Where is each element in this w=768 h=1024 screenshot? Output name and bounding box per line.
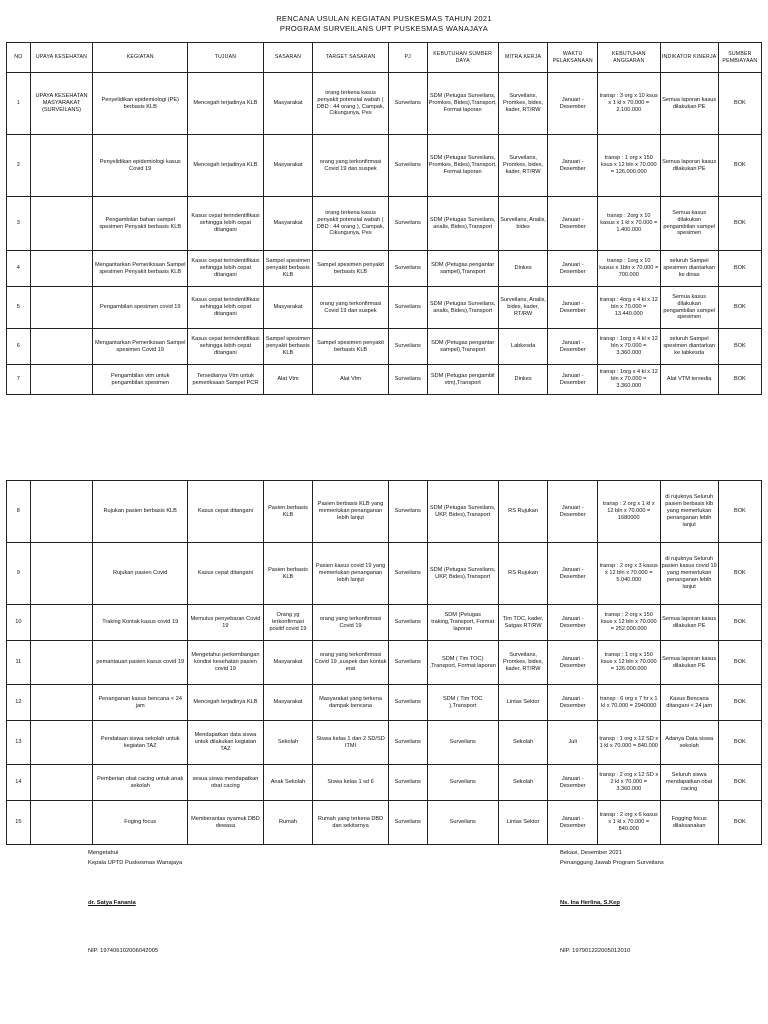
doc-title-line2: PROGRAM SURVEILANS UPT PUSKESMAS WANAJAYA: [279, 24, 489, 33]
cell-kegiatan: Foging focus: [93, 801, 188, 845]
cell-target: Rumah yang terkena DBD dan sekitarnya: [313, 801, 389, 845]
cell-no: 15: [7, 801, 31, 845]
cell-target: orang terkena kasus penyakit potensial wabah ( DBD : 44 orang ), Campak, Cikungunya, Pes: [313, 197, 389, 251]
cell-indikator: Kasus Bencana ditangani < 24 jam: [660, 685, 718, 721]
cell-pj: Surveilans: [388, 721, 427, 765]
cell-tujuan: Kasus cepat terindentifikasi sehingga lebih cepat ditangani: [188, 329, 264, 365]
cell-anggaran: transp : 1 org x 12 SD x 1 kl x 70.000 = 840.000: [598, 721, 661, 765]
cell-target: Masyarakat yang terkena dampak bencana: [313, 685, 389, 721]
cell-indikator: Semua laporan kasus dilakukan PE: [660, 605, 718, 641]
cell-sumber: BOK: [718, 73, 761, 135]
cell-no: 9: [7, 543, 31, 605]
table-row: [7, 365, 762, 395]
footer-left-name: dr. Satya Fanania: [88, 900, 136, 906]
cell-anggaran: transp : 1org x 4 kl x 12 bln x 70.000 = 3.360.000: [598, 329, 661, 365]
footer-left-label: Mengetahui: [88, 850, 119, 856]
cell-no: 6: [7, 329, 31, 365]
cell-upaya: [30, 287, 93, 329]
column-header: SUMBER PEMBIAYAAN: [718, 43, 761, 73]
cell-upaya: [30, 801, 93, 845]
cell-no: 11: [7, 641, 31, 685]
cell-waktu: Januari - Desember: [548, 641, 598, 685]
cell-mitra: RS Rujukan: [498, 543, 548, 605]
cell-sasaran: Orang yg terkonfirmasi positif covid 19: [263, 605, 313, 641]
cell-sasaran: Masyarakat: [263, 73, 313, 135]
cell-kegiatan: Pemberian obat cacing untuk anak sekolah: [93, 765, 188, 801]
column-header: WAKTU PELAKSANAAN: [548, 43, 598, 73]
cell-tujuan: Kasus cepat ditangani: [188, 543, 264, 605]
column-header: KEBUTUHAN ANGGARAN: [598, 43, 661, 73]
cell-sasaran: Sekolah: [263, 721, 313, 765]
cell-sasaran: Alat Vtm: [263, 365, 313, 395]
cell-sdm: SDM (Petugas Surveilans, Promkes, Bides),Transport, Format laporan: [427, 73, 498, 135]
cell-tujuan: Memutus penyebaran Covid 19: [188, 605, 264, 641]
cell-target: orang yang terkonfirmasi Covid 19 ,suspek dan kontak erat: [313, 641, 389, 685]
cell-sasaran: Anak Sekolah: [263, 765, 313, 801]
cell-kegiatan: Pengambilan spesimen covid 19: [93, 287, 188, 329]
cell-indikator: Fogging focus dilaksanakan: [660, 801, 718, 845]
column-header: INDIKATOR KINERJA: [660, 43, 718, 73]
cell-mitra: Sekolah: [498, 721, 548, 765]
cell-sumber: BOK: [718, 481, 761, 543]
table-row: [7, 721, 762, 765]
column-header: KEGIATAN: [93, 43, 188, 73]
cell-waktu: Januari - Desember: [548, 765, 598, 801]
cell-sdm: SDM (Petugas Surveilans, Promkes, Bides),Transport, Format laporan: [427, 135, 498, 197]
cell-target: orang terkena kasus penyakit potensial wabah ( DBD : 44 orang ), Campak, Cikungunya, Pes: [313, 73, 389, 135]
cell-anggaran: transp : 2 org x 6 kasus x 1 kl x 70.000 = 840.000: [598, 801, 661, 845]
cell-mitra: RS Rujukan: [498, 481, 548, 543]
cell-waktu: Januari - Desember: [548, 365, 598, 395]
cell-target: orang yang terkonfirmasi Covid 19 dan suspek: [313, 287, 389, 329]
cell-sumber: BOK: [718, 365, 761, 395]
cell-sumber: BOK: [718, 543, 761, 605]
cell-pj: Surveilans: [388, 765, 427, 801]
cell-no: 13: [7, 721, 31, 765]
footer-right-name: Ns. Ina Herlina, S.Kep: [560, 900, 620, 906]
cell-sumber: BOK: [718, 801, 761, 845]
footer-right-nip: NIP. 197901222005012010: [560, 948, 631, 954]
cell-tujuan: Kasus cepat ditangani: [188, 481, 264, 543]
cell-sdm: SDM (Petugas pengambil vtm),Transport: [427, 365, 498, 395]
cell-sumber: BOK: [718, 287, 761, 329]
cell-tujuan: Memberantas nyamuk DBD dewasa: [188, 801, 264, 845]
cell-waktu: Januari - Desember: [548, 329, 598, 365]
cell-kegiatan: Pengambilan vtm untuk pengambilan spesimen: [93, 365, 188, 395]
cell-upaya: [30, 685, 93, 721]
table-row: [7, 641, 762, 685]
cell-upaya: [30, 765, 93, 801]
cell-pj: Surveilans: [388, 135, 427, 197]
cell-anggaran: transp : 3 org x 10 ksus x 1 kl x 70.000 = 2.100.000: [598, 73, 661, 135]
cell-mitra: Surveilans, Promkes, bides, kader, RT/RW: [498, 135, 548, 197]
cell-no: 12: [7, 685, 31, 721]
cell-pj: Surveilans: [388, 605, 427, 641]
table-row: [7, 605, 762, 641]
cell-anggaran: transp : 1org x 4 kl x 12 bln x 70.000 = 3.360.000: [598, 365, 661, 395]
cell-no: 14: [7, 765, 31, 801]
cell-sasaran: Masyarakat: [263, 685, 313, 721]
cell-upaya: [30, 543, 93, 605]
cell-kegiatan: Rujukan pasien berbasis KLB: [93, 481, 188, 543]
cell-indikator: Semua laporan kasus dilakukan PE: [660, 641, 718, 685]
cell-target: Sampel spesimen penyakit berbasis KLB: [313, 251, 389, 287]
cell-sasaran: Sampel spesimen penyakit berbasis KLB: [263, 329, 313, 365]
cell-waktu: Januari - Desember: [548, 287, 598, 329]
table-row: [7, 135, 762, 197]
cell-kegiatan: Penyelidikan epidemiologi (PE) berbasis KLB: [93, 73, 188, 135]
cell-indikator: Semua kasus dilakukan pengambilan sampel spesimen: [660, 197, 718, 251]
cell-anggaran: transp : 2 org x 150 ksus x 12 bln x 70.000 = 252.000.000: [598, 605, 661, 641]
cell-indikator: seluruh Sampel spesimen diantarkan ke labkesda: [660, 329, 718, 365]
cell-kegiatan: Traking Kontak kasus covid 19: [93, 605, 188, 641]
cell-tujuan: Kasus cepat terindentifikasi sehingga lebih cepat ditangani: [188, 287, 264, 329]
footer-right-title: Penanggung Jawab Program Surveilans: [560, 860, 664, 866]
column-header: TUJUAN: [188, 43, 264, 73]
cell-mitra: Lintas Sektor: [498, 685, 548, 721]
cell-anggaran: transp : 2org x 10 kasus x 1 kl x 70.000 = 1.400.000: [598, 197, 661, 251]
cell-pj: Surveilans: [388, 365, 427, 395]
cell-no: 4: [7, 251, 31, 287]
cell-mitra: Dinkes: [498, 251, 548, 287]
cell-waktu: Januari - Desember: [548, 481, 598, 543]
cell-mitra: Surveilans, Analis, bides: [498, 197, 548, 251]
cell-anggaran: transp : 1org x 10 kasus x 1bln x 70.000 = 700.000: [598, 251, 661, 287]
cell-mitra: Surveilans, Promkes, bides, kader, RT/RW: [498, 73, 548, 135]
cell-waktu: Januari - Desember: [548, 605, 598, 641]
table-row: [7, 685, 762, 721]
cell-upaya: [30, 481, 93, 543]
cell-waktu: Januari - Desember: [548, 801, 598, 845]
cell-tujuan: sesua siswa mendapatkan obat cacing: [188, 765, 264, 801]
footer-left-title: Kepala UPTD Puskesmas Wanajaya: [88, 860, 183, 866]
cell-waktu: Januari - Desember: [548, 197, 598, 251]
cell-indikator: Alat VTM tersedia: [660, 365, 718, 395]
cell-upaya: [30, 329, 93, 365]
cell-sumber: BOK: [718, 765, 761, 801]
cell-sdm: Surveilans: [427, 765, 498, 801]
cell-sdm: SDM (Petugas Surveilans, UKP, Bides),Transport: [427, 543, 498, 605]
cell-kegiatan: Rujukan pasien Covid: [93, 543, 188, 605]
cell-waktu: Januari - Desember: [548, 543, 598, 605]
cell-upaya: [30, 251, 93, 287]
activity-table-page2: [6, 480, 762, 845]
cell-sdm: SDM (Petugas pengantar sampel),Transport: [427, 329, 498, 365]
footer-right-date: Bekasi, Desember 2021: [560, 850, 622, 856]
table-row: [7, 251, 762, 287]
cell-upaya: [30, 135, 93, 197]
cell-waktu: Januari - Desember: [548, 135, 598, 197]
cell-anggaran: transp : 6 org x 7 hr x 1 kl x 70.000 = 2940000: [598, 685, 661, 721]
cell-sumber: BOK: [718, 685, 761, 721]
cell-kegiatan: Pendataan siswa sekolah untuk kegiatan TAZ: [93, 721, 188, 765]
column-header: MITRA KERJA: [498, 43, 548, 73]
cell-kegiatan: Mengantarkan Pemeriksaan Sampel spesimen Penyakit berbasis KLB: [93, 251, 188, 287]
cell-target: Pasien berbasis KLB yang memerlukan penanganan lebih lanjut: [313, 481, 389, 543]
cell-sasaran: Sampel spesimen penyakit berbasis KLB: [263, 251, 313, 287]
cell-tujuan: Mendapatkan data siswa untuk dilakukan kegiatan TAZ: [188, 721, 264, 765]
cell-tujuan: Mencegah terjadinya KLB: [188, 73, 264, 135]
cell-upaya: [30, 721, 93, 765]
cell-sumber: BOK: [718, 329, 761, 365]
table-row: [7, 765, 762, 801]
cell-pj: Surveilans: [388, 543, 427, 605]
cell-pj: Surveilans: [388, 287, 427, 329]
cell-target: Siswa kelas 1 dan 2 SD/SD ITMI: [313, 721, 389, 765]
cell-anggaran: transp : 4org x 4 kl x 12 bln x 70.000 = 13.440.000: [598, 287, 661, 329]
cell-waktu: Juli: [548, 721, 598, 765]
cell-mitra: Lintas Sektor: [498, 801, 548, 845]
cell-sasaran: Rumah: [263, 801, 313, 845]
cell-upaya: [30, 197, 93, 251]
cell-anggaran: transp : 2 org x 12 SD x 2 kl x 70.000 = 3.360.000: [598, 765, 661, 801]
cell-indikator: Adanya Data siswa sekolah: [660, 721, 718, 765]
cell-target: Siswa kelas 1 sd 6: [313, 765, 389, 801]
cell-pj: Surveilans: [388, 801, 427, 845]
column-header: UPAYA KESEHATAN: [30, 43, 93, 73]
cell-tujuan: Mencegah terjadinya KLB: [188, 685, 264, 721]
cell-sdm: Surveilans: [427, 801, 498, 845]
cell-indikator: di rujuknya Seluruh pasien berbasis klb yang memerlukan penanganan lebih lanjut: [660, 481, 718, 543]
table-row: [7, 329, 762, 365]
cell-sdm: SDM (Petugas traking,Transport, Format laporan: [427, 605, 498, 641]
table-row: [7, 73, 762, 135]
cell-mitra: Dinkes: [498, 365, 548, 395]
cell-sasaran: Masyarakat: [263, 641, 313, 685]
cell-upaya: [30, 365, 93, 395]
cell-indikator: seluruh Sampel spesimen diantarkan ke dinas: [660, 251, 718, 287]
cell-sumber: BOK: [718, 251, 761, 287]
footer-left-nip: NIP. 197406102006042005: [88, 948, 159, 954]
cell-indikator: Semua kasus dilakukan pengambilan sampel spesimen: [660, 287, 718, 329]
cell-indikator: Semua laporan kasus dilakukan PE: [660, 73, 718, 135]
cell-sdm: SDM (Petugas pengantar sampel),Transport: [427, 251, 498, 287]
cell-sasaran: Masyarakat: [263, 287, 313, 329]
cell-sasaran: Masyarakat: [263, 135, 313, 197]
column-header: NO: [7, 43, 31, 73]
cell-sumber: BOK: [718, 197, 761, 251]
cell-target: Alat Vtm: [313, 365, 389, 395]
cell-no: 1: [7, 73, 31, 135]
cell-tujuan: Mencegah terjadinya KLB: [188, 135, 264, 197]
cell-target: Pasien kasus covid 19 yang memerlukan penanganan lebih lanjut: [313, 543, 389, 605]
cell-sdm: Surveilans: [427, 721, 498, 765]
cell-sdm: SDM (Petugas Surveilans, analis, Bides),Transport: [427, 287, 498, 329]
cell-mitra: Tim TOC, kader, Satgas RT/RW: [498, 605, 548, 641]
column-header: SASARAN: [263, 43, 313, 73]
cell-pj: Surveilans: [388, 641, 427, 685]
cell-sasaran: Masyarakat: [263, 197, 313, 251]
cell-pj: Surveilans: [388, 329, 427, 365]
cell-pj: Surveilans: [388, 481, 427, 543]
cell-sdm: SDM ( Tim TOC) ,Transport, Format laporan: [427, 641, 498, 685]
cell-indikator: Semua laporan kasus dilakukan PE: [660, 135, 718, 197]
table-row: [7, 287, 762, 329]
cell-sasaran: Pasien berbasis KLB: [263, 481, 313, 543]
cell-target: orang yang terkonfirmasi Covid 19: [313, 605, 389, 641]
cell-no: 2: [7, 135, 31, 197]
table-header-row: [7, 43, 762, 73]
cell-tujuan: Tersedianya Vtm untuk pemeriksaan Sampel PCR: [188, 365, 264, 395]
cell-no: 10: [7, 605, 31, 641]
cell-sumber: BOK: [718, 135, 761, 197]
column-header: KEBUTUHAN SUMBER DAYA: [427, 43, 498, 73]
cell-upaya: [30, 605, 93, 641]
cell-mitra: Labkesda: [498, 329, 548, 365]
cell-no: 7: [7, 365, 31, 395]
cell-anggaran: transp : 2 org x 3 kasus x 12 bln x 70.000 = 5.040.000: [598, 543, 661, 605]
cell-kegiatan: Penyelidikan epidemiologi kasus Covid 19: [93, 135, 188, 197]
cell-waktu: Januari - Desember: [548, 73, 598, 135]
cell-kegiatan: Mengantarkan Pemeriksaan Sampel spesimen Covid 19: [93, 329, 188, 365]
cell-indikator: Seluruh siswa mendapatkan obat cacing: [660, 765, 718, 801]
cell-indikator: di rujuknya Seluruh pasien kasus covid 19 yang memerlukan penanganan lebih lanjut: [660, 543, 718, 605]
cell-tujuan: Kasus cepat terindentifikasi sehingga lebih cepat ditangani: [188, 197, 264, 251]
cell-sdm: SDM (Petugas Surveilans, analis, Bides),Transport: [427, 197, 498, 251]
cell-kegiatan: pemantauan pasien kasus covid 19: [93, 641, 188, 685]
cell-upaya: UPAYA KESEHATAN MASYARAKAT (SURVEILANS): [30, 73, 93, 135]
doc-title-line1: RENCANA USULAN KEGIATAN PUSKESMAS TAHUN 2021: [276, 14, 492, 23]
cell-sasaran: Pasien berbasis KLB: [263, 543, 313, 605]
cell-sdm: SDM (Petugas Surveilans, UKP, Bides),Transport: [427, 481, 498, 543]
cell-target: orang yang terkonfirmasi Covid 19 dan suspek: [313, 135, 389, 197]
cell-pj: Surveilans: [388, 685, 427, 721]
cell-no: 8: [7, 481, 31, 543]
cell-mitra: Sekolah: [498, 765, 548, 801]
cell-pj: Surveilans: [388, 73, 427, 135]
cell-pj: Surveilans: [388, 251, 427, 287]
cell-no: 5: [7, 287, 31, 329]
cell-mitra: Surveilans, Analis, bides, kader, RT/RW: [498, 287, 548, 329]
cell-anggaran: transp : 2 org x 1 kl x 12 bln x 70.000 = 1680000: [598, 481, 661, 543]
cell-anggaran: transp : 1 org x 150 ksus x 12 bln x 70.000 = 126.000.000: [598, 135, 661, 197]
cell-waktu: Januari - Desember: [548, 685, 598, 721]
table-row: [7, 801, 762, 845]
cell-sumber: BOK: [718, 641, 761, 685]
cell-anggaran: transp : 1 org x 150 ksus x 12 bln x 70.000 = 126.000.000: [598, 641, 661, 685]
cell-kegiatan: Penanganan kasus bencana < 24 jam: [93, 685, 188, 721]
cell-tujuan: Mengetahui perkembangan kondisi kesehatan pasien covid 19: [188, 641, 264, 685]
cell-no: 3: [7, 197, 31, 251]
activity-table-page1: [6, 42, 762, 395]
cell-sumber: BOK: [718, 605, 761, 641]
table-row: [7, 481, 762, 543]
cell-mitra: Surveilans, Promkes, bides, kader, RT/RW: [498, 641, 548, 685]
column-header: PJ: [388, 43, 427, 73]
table-row: [7, 197, 762, 251]
column-header: TARGET SASARAN: [313, 43, 389, 73]
cell-pj: Surveilans: [388, 197, 427, 251]
cell-upaya: [30, 641, 93, 685]
table-row: [7, 543, 762, 605]
cell-kegiatan: Pengambilan bahan sampel spesimen Penyakit berbasis KLB: [93, 197, 188, 251]
cell-sdm: SDM ( Tim TOC ),Transport: [427, 685, 498, 721]
cell-waktu: Januari - Desember: [548, 251, 598, 287]
cell-sumber: BOK: [718, 721, 761, 765]
cell-tujuan: Kasus cepat terindentifikasi sehingga lebih cepat ditangani: [188, 251, 264, 287]
cell-target: Sampel spesimen penyakit berbasis KLB: [313, 329, 389, 365]
